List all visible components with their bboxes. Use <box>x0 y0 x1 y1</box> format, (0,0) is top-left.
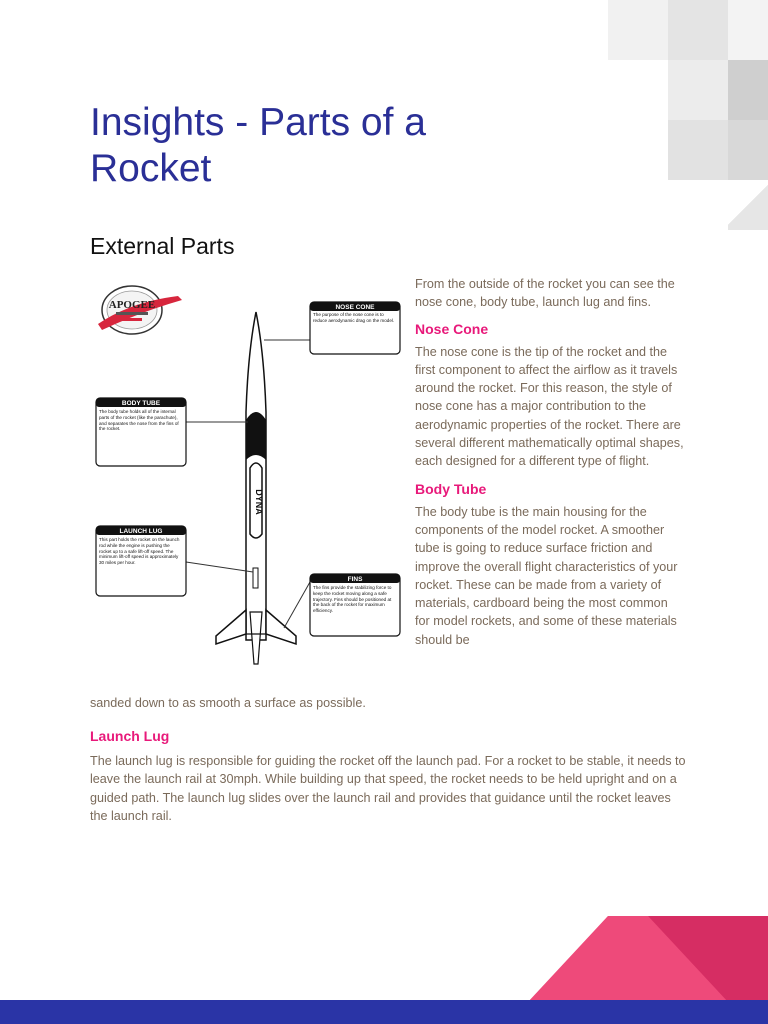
launch-lug-heading: Launch Lug <box>90 728 170 744</box>
right-column <box>415 275 685 649</box>
logo-text: APOGEE <box>108 299 156 311</box>
callout-fins-title: FINS <box>347 576 363 583</box>
page-title: Insights - Parts of a Rocket <box>90 101 426 190</box>
callout-body-tube-title: BODY TUBE <box>121 400 161 407</box>
callout-launch-lug-title: LAUNCH LUG <box>119 528 163 535</box>
callout-body-tube <box>96 398 186 466</box>
callout-body-tube-text: The body tube holds all of the internal parts of the rocket (like the parachute), and separates the nose from the fins of the rocket. <box>99 409 179 432</box>
body-tube-heading: Body Tube <box>415 480 487 497</box>
callout-nose-cone-text: The purpose of the nose cone is to reduce aerodynamic drag on the model. <box>313 312 395 323</box>
rocket-label: DYNA <box>254 489 264 515</box>
body-tube-paragraph: The body tube is the main housing for the components of the model rocket. A smoother tube is going to reduce surface friction and improve the overall flight characteristics of your rocket. These can be made from a variety of materials, cardboard being the most common for model rockets, and some of these materials should be <box>415 504 678 647</box>
callout-nose-cone-title: NOSE CONE <box>335 304 375 311</box>
pink-corner-decoration <box>528 912 768 1002</box>
corner-tile-decoration <box>588 0 768 240</box>
callout-launch-lug <box>96 526 186 596</box>
rocket-diagram <box>90 272 408 682</box>
callout-fins-text: The fins provide the stabilizing force to keep the rocket moving along a safe trajectory. Fins should be positioned at the back of the rocket for maximum efficiency. <box>313 585 392 614</box>
launch-lug-paragraph: The launch lug is responsible for guiding the rocket off the launch pad. For a rocket to be stable, it needs to leave the launch rail at 30mph. While building up that speed, the rocket needs to be held upright and on a guided path. The launch lug slides over the launch rail and provides that guidance until the rocket leaves the launch rail. <box>90 754 686 823</box>
callout-launch-lug-text: This part holds the rocket on the launch rod while the engine is pushing the rocket up to a safe lift-off speed. The minimum lift-off speed is approximately 30 miles per hour. <box>99 537 180 566</box>
footer-band <box>0 1000 768 1024</box>
body-tube-paragraph-continued: sanded down to as smooth a surface as possible. <box>90 696 366 710</box>
apogee-logo <box>98 286 182 334</box>
callout-nose-cone <box>310 302 400 354</box>
nose-cone-paragraph: The nose cone is the tip of the rocket and the first component to affect the airflow as it travels around the rocket. For this reason, the style of nose cone has a major contribution to the aerodynamic properties of the rocket. There are several different mathematically optimal shapes, each designed for a different type of flight. <box>415 344 684 469</box>
rocket-illustration <box>216 312 296 664</box>
nose-cone-heading: Nose Cone <box>415 320 489 337</box>
callout-fins <box>310 574 400 636</box>
section-title: External Parts <box>90 233 235 259</box>
intro-paragraph: From the outside of the rocket you can see the nose cone, body tube, launch lug and fins. <box>415 277 675 310</box>
